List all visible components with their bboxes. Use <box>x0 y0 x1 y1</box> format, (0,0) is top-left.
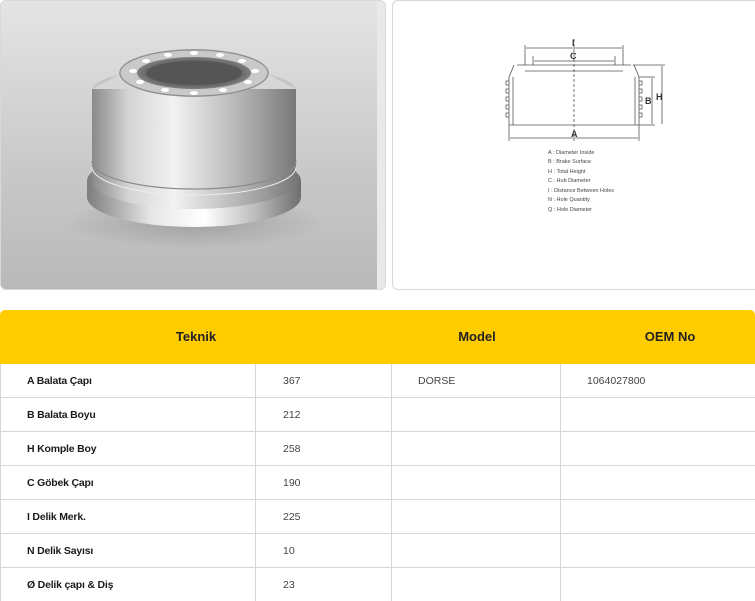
table-header <box>0 310 755 364</box>
row-oem <box>587 568 747 601</box>
dim-label-a: A <box>571 129 578 139</box>
drum-dimension-drawing <box>393 1 755 291</box>
dim-label-b: B <box>645 96 652 106</box>
brake-drum-illustration <box>1 1 386 290</box>
product-photo <box>0 0 386 290</box>
table-row <box>0 432 755 466</box>
row-oem <box>587 500 747 534</box>
table-row <box>0 364 755 398</box>
dim-label-i: I <box>572 38 575 48</box>
row-label: A Balata Çapı <box>27 375 92 387</box>
row-oem: 1064027800 <box>587 375 646 387</box>
row-label: H Komple Boy <box>27 443 97 455</box>
row-value: 258 <box>283 443 301 455</box>
spec-table <box>0 310 755 601</box>
column-divider <box>255 364 256 601</box>
row-value: 190 <box>283 477 301 489</box>
row-model <box>418 432 548 466</box>
legend-item-b: B : Brake Surface <box>548 159 592 165</box>
table-row <box>0 534 755 568</box>
row-model <box>418 500 548 534</box>
table-border-left <box>0 364 1 601</box>
legend-item-c: C : Hub Diameter <box>548 178 591 184</box>
table-row <box>0 398 755 432</box>
legend-item-a: A : Diameter Inside <box>548 150 595 156</box>
row-value: 367 <box>283 375 301 387</box>
technical-diagram <box>392 0 755 290</box>
column-divider <box>560 364 561 601</box>
table-row <box>0 500 755 534</box>
header-model: Model <box>458 329 496 344</box>
row-label: N Delik Sayısı <box>27 545 94 557</box>
table-row <box>0 568 755 601</box>
row-model <box>418 398 548 432</box>
table-row <box>0 466 755 500</box>
row-oem <box>587 534 747 568</box>
legend-item-h: H : Total Height <box>548 169 586 175</box>
row-label: I Delik Merk. <box>27 511 86 523</box>
row-model <box>418 534 548 568</box>
row-model <box>418 466 548 500</box>
row-model: DORSE <box>418 375 456 387</box>
row-label: C Göbek Çapı <box>27 477 94 489</box>
row-value: 23 <box>283 579 295 591</box>
row-label: Ø Delik çapı & Diş <box>27 579 114 591</box>
legend-item-i: I : Distance Between Holes <box>548 188 615 194</box>
legend-item-q: Q : Hole Diameter <box>548 207 593 213</box>
legend-item-n: N : Hole Quantity <box>548 197 590 203</box>
row-model <box>418 568 548 601</box>
row-oem <box>587 432 747 466</box>
row-oem <box>587 398 747 432</box>
row-value: 10 <box>283 545 295 557</box>
dim-label-c: C <box>570 51 577 61</box>
header-teknik: Teknik <box>175 329 217 344</box>
row-label: B Balata Boyu <box>27 409 96 421</box>
column-divider <box>391 364 392 601</box>
row-value: 225 <box>283 511 301 523</box>
row-oem <box>587 466 747 500</box>
header-oem-no: OEM No <box>644 329 696 344</box>
row-value: 212 <box>283 409 301 421</box>
dim-label-h: H <box>656 92 663 102</box>
